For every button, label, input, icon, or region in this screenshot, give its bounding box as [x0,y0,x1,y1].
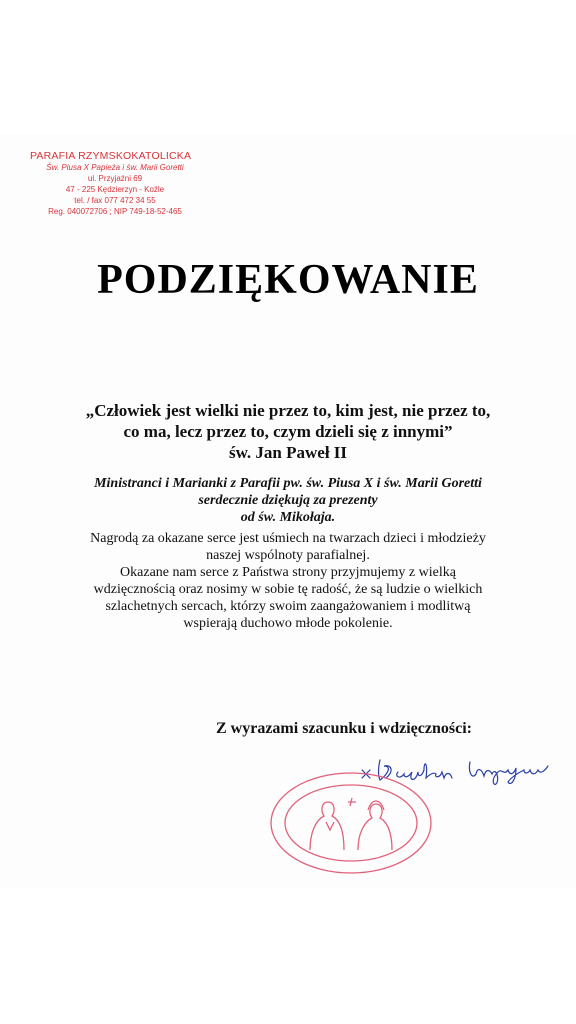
parish-seal-stamp [268,770,434,876]
body-line: szlachetnych sercach, którzy swoim zaangażowaniem i modlitwą [105,599,471,614]
bottom-margin [0,888,576,1024]
quote-block [60,400,516,463]
quote-line: „Człowiek jest wielki nie przez to, kim jest, nie przez to, [85,401,491,420]
document-title: PODZIĘKOWANIE [97,257,479,303]
intro-line: Ministranci i Marianki z Parafii pw. św. Piusa X i św. Marii Goretti [94,476,482,491]
top-margin [0,0,576,134]
intro-block [60,475,516,526]
body-line: Nagrodą za okazane serce jest uśmiech na twarzach dzieci i młodzieży [90,531,486,546]
quote-line: co ma, lecz przez to, czym dzieli się z innymi” [123,422,453,441]
intro-line: od św. Mikołaja. [240,510,336,525]
body-paragraph [60,530,516,632]
body-line: wdzięcznością oraz nosimy w sobie tę radość, że są ludzie o wielkich [93,582,483,597]
intro-line: serdecznie dziękują za prezenty [198,493,378,508]
quote-author: św. Jan Paweł II [228,443,348,462]
parish-phone: tel. / fax 077 472 34 55 [74,196,156,205]
parish-registry: Reg. 040072706 ; NIP 749-18-52-465 [48,207,182,216]
parish-header-stamp [30,150,200,217]
parish-patrons: Św. Piusa X Papieża i św. Marii Goretti [46,163,184,172]
body-line: wspierają duchowo młode pokolenie. [183,616,393,631]
parish-street: ul. Przyjaźni 69 [87,174,143,183]
parish-city: 47 - 225 Kędzierzyn - Koźle [65,185,165,194]
parish-name: PARAFIA RZYMSKOKATOLICKA [30,150,192,162]
body-line: Okazane nam serce z Państwa strony przyjmujemy z wielką [120,565,456,580]
closing-line: Z wyrazami szacunku i wdzięczności: [216,720,472,737]
body-line: naszej wspólnoty parafialnej. [206,548,370,563]
